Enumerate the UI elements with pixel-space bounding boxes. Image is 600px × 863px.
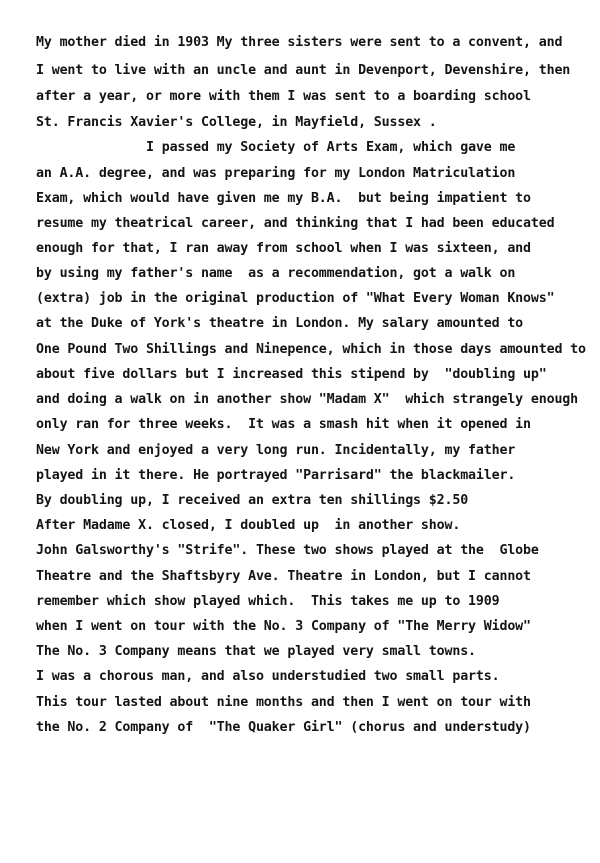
text-line: By doubling up, I received an extra ten shillings $2.50 [36,493,469,508]
text-line: the No. 2 Company of "The Quaker Girl" (chorus and understudy) [36,720,531,735]
text-line: St. Francis Xavier's College, in Mayfield, Sussex . [36,115,437,130]
text-line: resume my theatrical career, and thinking that I had been educated [36,216,555,231]
text-line: One Pound Two Shillings and Ninepence, which in those days amounted to [36,342,586,357]
text-line: played in it there. He portrayed "Parrisard" the blackmailer. [36,468,516,483]
text-line: an A.A. degree, and was preparing for my London Matriculation [36,166,516,181]
text-line: when I went on tour with the No. 3 Company of "The Merry Widow" [36,619,531,634]
text-line: I was a chorous man, and also understudied two small parts. [36,669,500,684]
text-line: Exam, which would have given me my B.A. but being impatient to [36,191,531,206]
text-line: (extra) job in the original production of "What Every Woman Knows" [36,291,555,306]
text-line: John Galsworthy's "Strife". These two shows played at the Globe [36,543,539,558]
text-line: I passed my Society of Arts Exam, which gave me [146,140,516,155]
text-line: only ran for three weeks. It was a smash hit when it opened in [36,417,531,432]
text-line: Theatre and the Shaftsbyry Ave. Theatre in London, but I cannot [36,569,531,584]
text-line: My mother died in 1903 My three sisters were sent to a convent, and [36,35,563,50]
text-line: This tour lasted about nine months and then I went on tour with [36,695,531,710]
text-line: after a year, or more with them I was sent to a boarding school [36,89,531,104]
text-line: and doing a walk on in another show "Madam X" which strangely enough [36,392,579,407]
text-line: about five dollars but I increased this stipend by "doubling up" [36,367,547,382]
text-line: I went to live with an uncle and aunt in Devenport, Devenshire, then [36,63,571,78]
text-line: After Madame X. closed, I doubled up in another show. [36,518,461,533]
text-line: The No. 3 Company means that we played very small towns. [36,644,476,659]
text-line: remember which show played which. This takes me up to 1909 [36,594,500,609]
text-line: enough for that, I ran away from school when I was sixteen, and [36,241,531,256]
text-line: by using my father's name as a recommendation, got a walk on [36,266,516,281]
text-line: at the Duke of York's theatre in London. My salary amounted to [36,316,524,331]
text-line: New York and enjoyed a very long run. Incidentally, my father [36,443,516,458]
